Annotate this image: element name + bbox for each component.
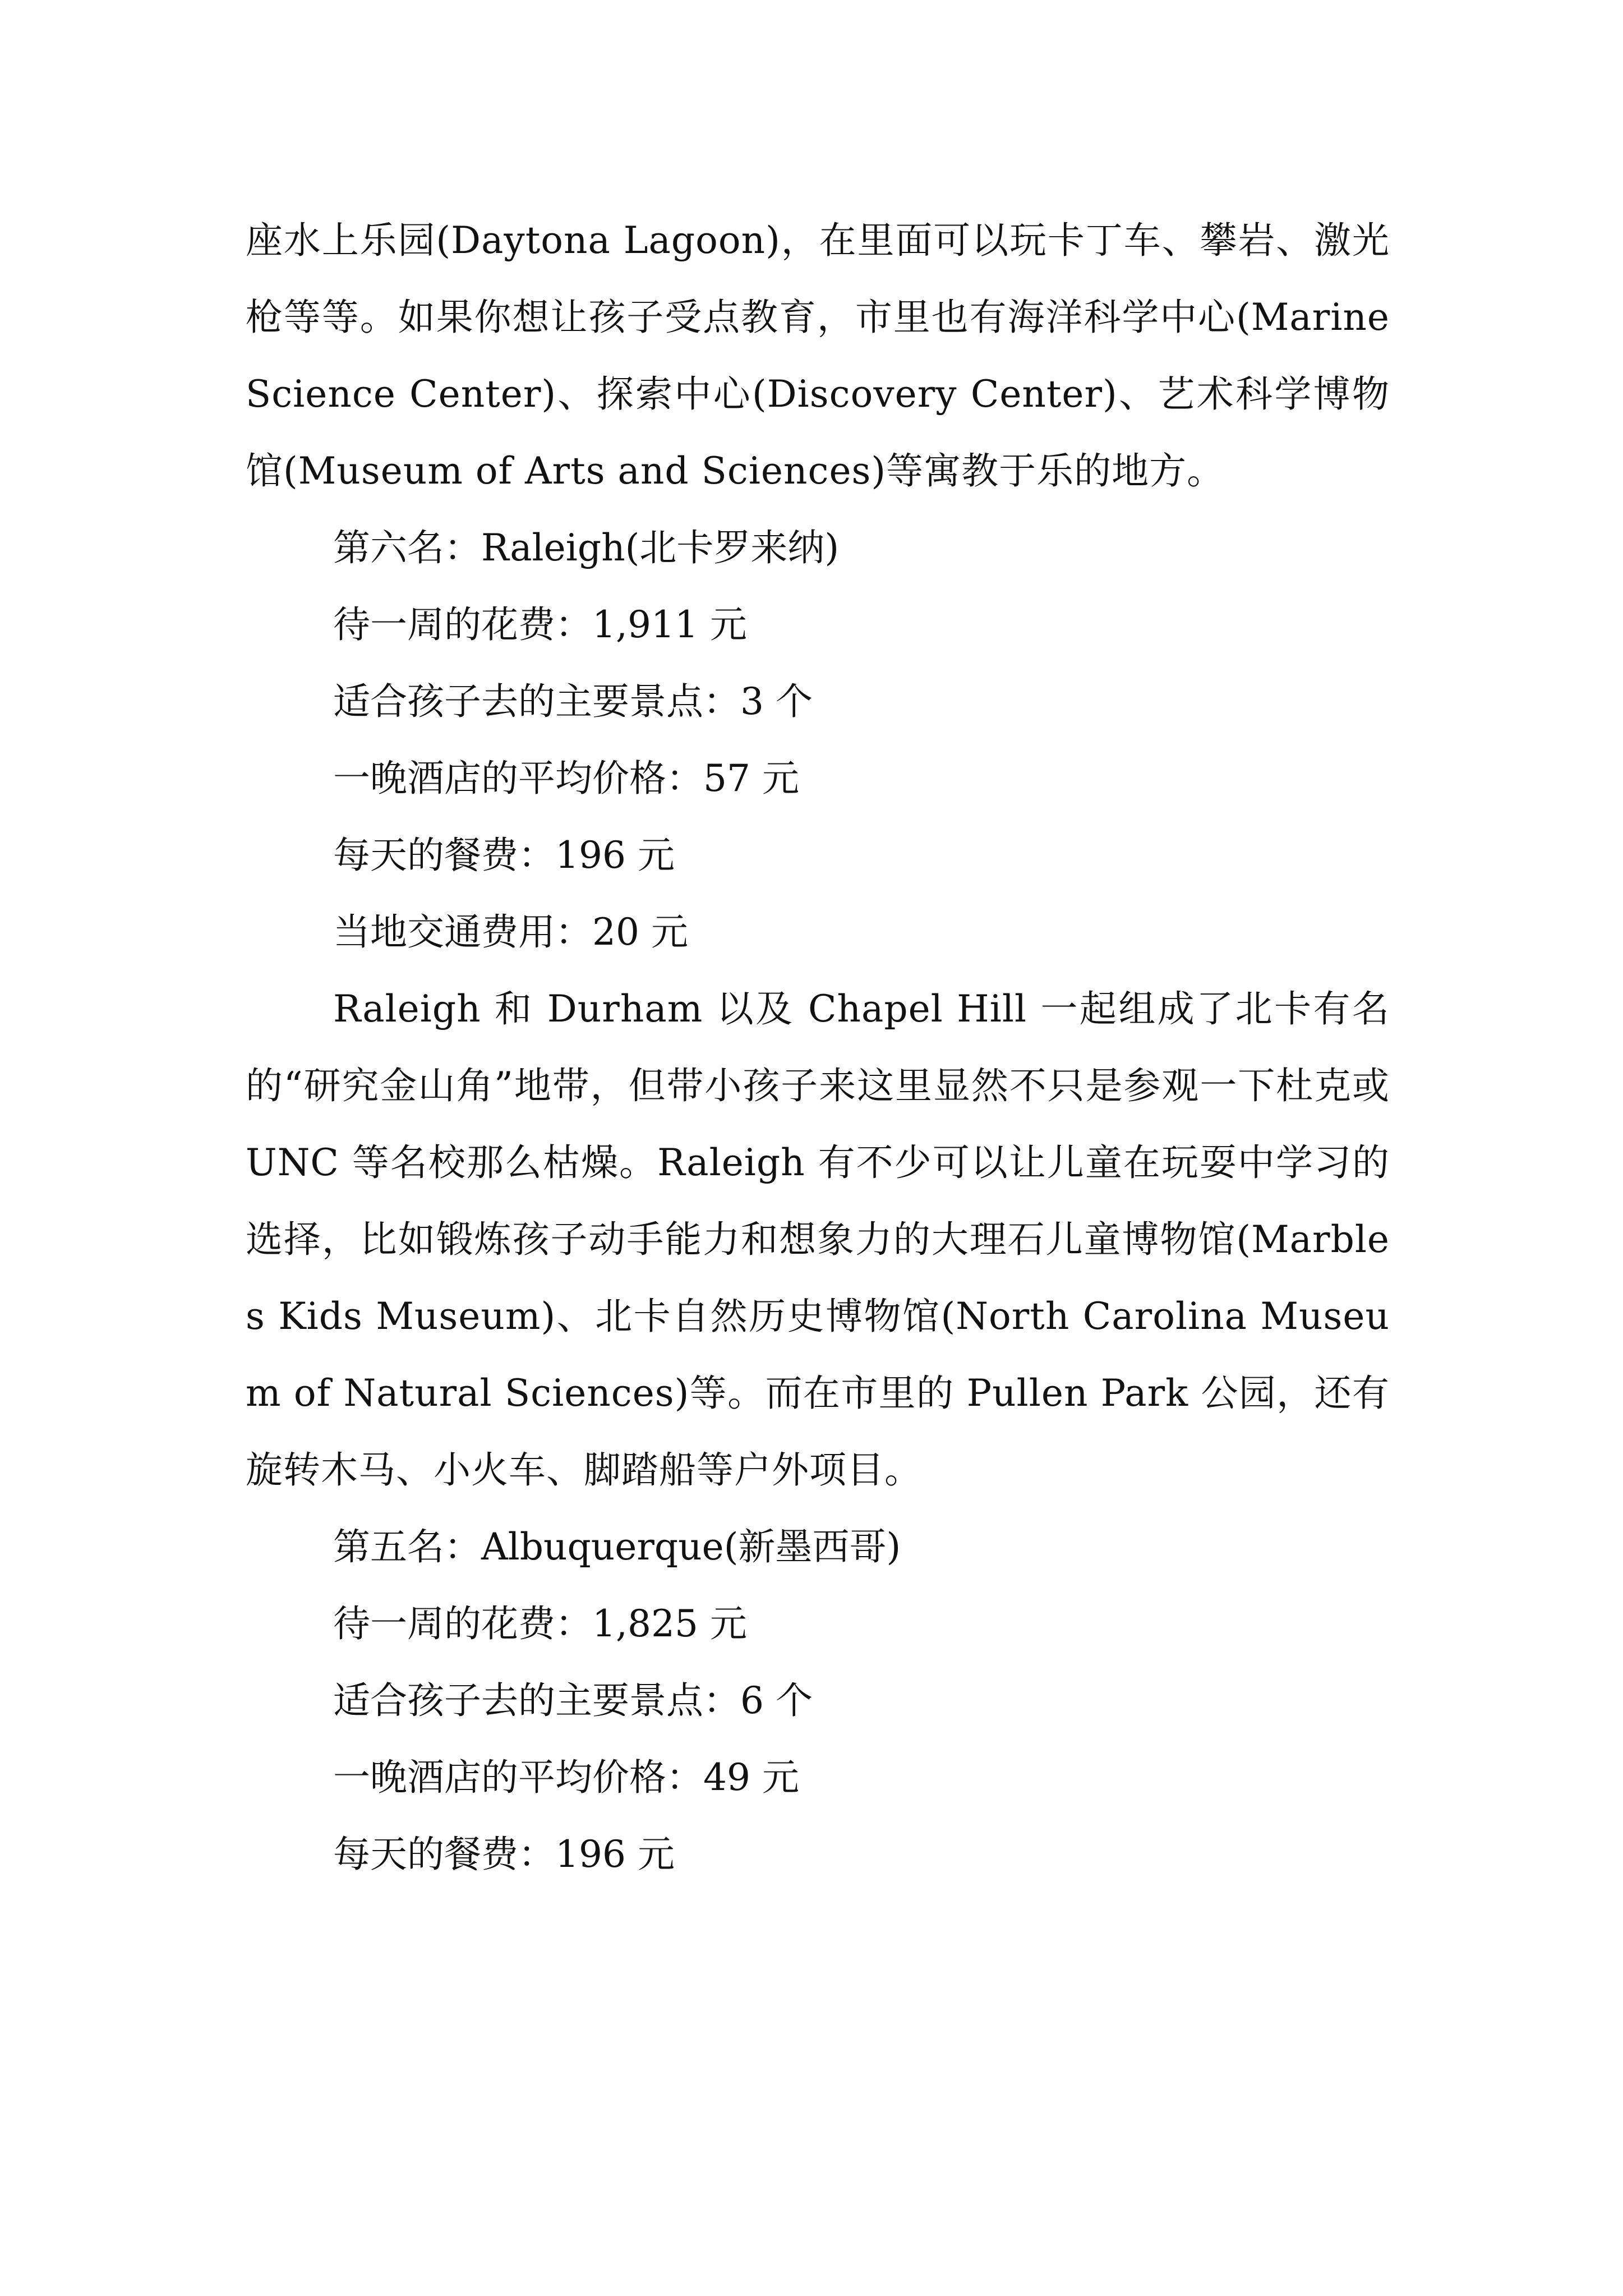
ranking-title-albuquerque: 第五名：Albuquerque(新墨西哥) xyxy=(333,1525,901,1568)
hotel-price-albuquerque: 一晚酒店的平均价格：49 元 xyxy=(333,1756,799,1799)
ranking-title-raleigh: 第六名：Raleigh(北卡罗来纳) xyxy=(333,526,840,569)
attractions-count-albuquerque: 适合孩子去的主要景点：6 个 xyxy=(333,1679,813,1722)
transport-cost-raleigh: 当地交通费用：20 元 xyxy=(333,910,688,954)
weekly-cost-albuquerque: 待一周的花费：1,825 元 xyxy=(333,1602,747,1645)
weekly-cost-raleigh: 待一周的花费：1,911 元 xyxy=(333,603,747,646)
meal-cost-albuquerque: 每天的餐费：196 元 xyxy=(333,1833,675,1876)
paragraph-daytona-attractions: 座水上乐园(Daytona Lagoon)，在里面可以玩卡丁车、攀岩、激光枪等等。如果你想让孩子受点教育，市里也有海洋科学中心(Marine Science Center)、探索中心(Discovery Center)、艺术科学博物馆(Museum of Arts and Sciences)等寓教于乐的地方。 xyxy=(246,219,1390,493)
meal-cost-raleigh: 每天的餐费：196 元 xyxy=(333,834,675,877)
paragraph-raleigh-description: Raleigh 和 Durham 以及 Chapel Hill 一起组成了北卡有名的“研究金山角”地带，但带小孩子来这里显然不只是参观一下杜克或 UNC 等名校那么枯燥。Raleigh 有不少可以让儿童在玩耍中学习的选择，比如锻炼孩子动手能力和想象力的大理石儿童博物馆(Marbles Kids Museum)、北卡自然历史博物馆(North Carolina Museum of Natural Sciences)等。而在市里的 Pullen Park 公园，还有旋转木马、小火车、脚踏船等户外项目。 xyxy=(246,987,1390,1492)
document-body xyxy=(246,202,1390,1893)
attractions-count-raleigh: 适合孩子去的主要景点：3 个 xyxy=(333,680,813,723)
hotel-price-raleigh: 一晚酒店的平均价格：57 元 xyxy=(333,757,799,800)
